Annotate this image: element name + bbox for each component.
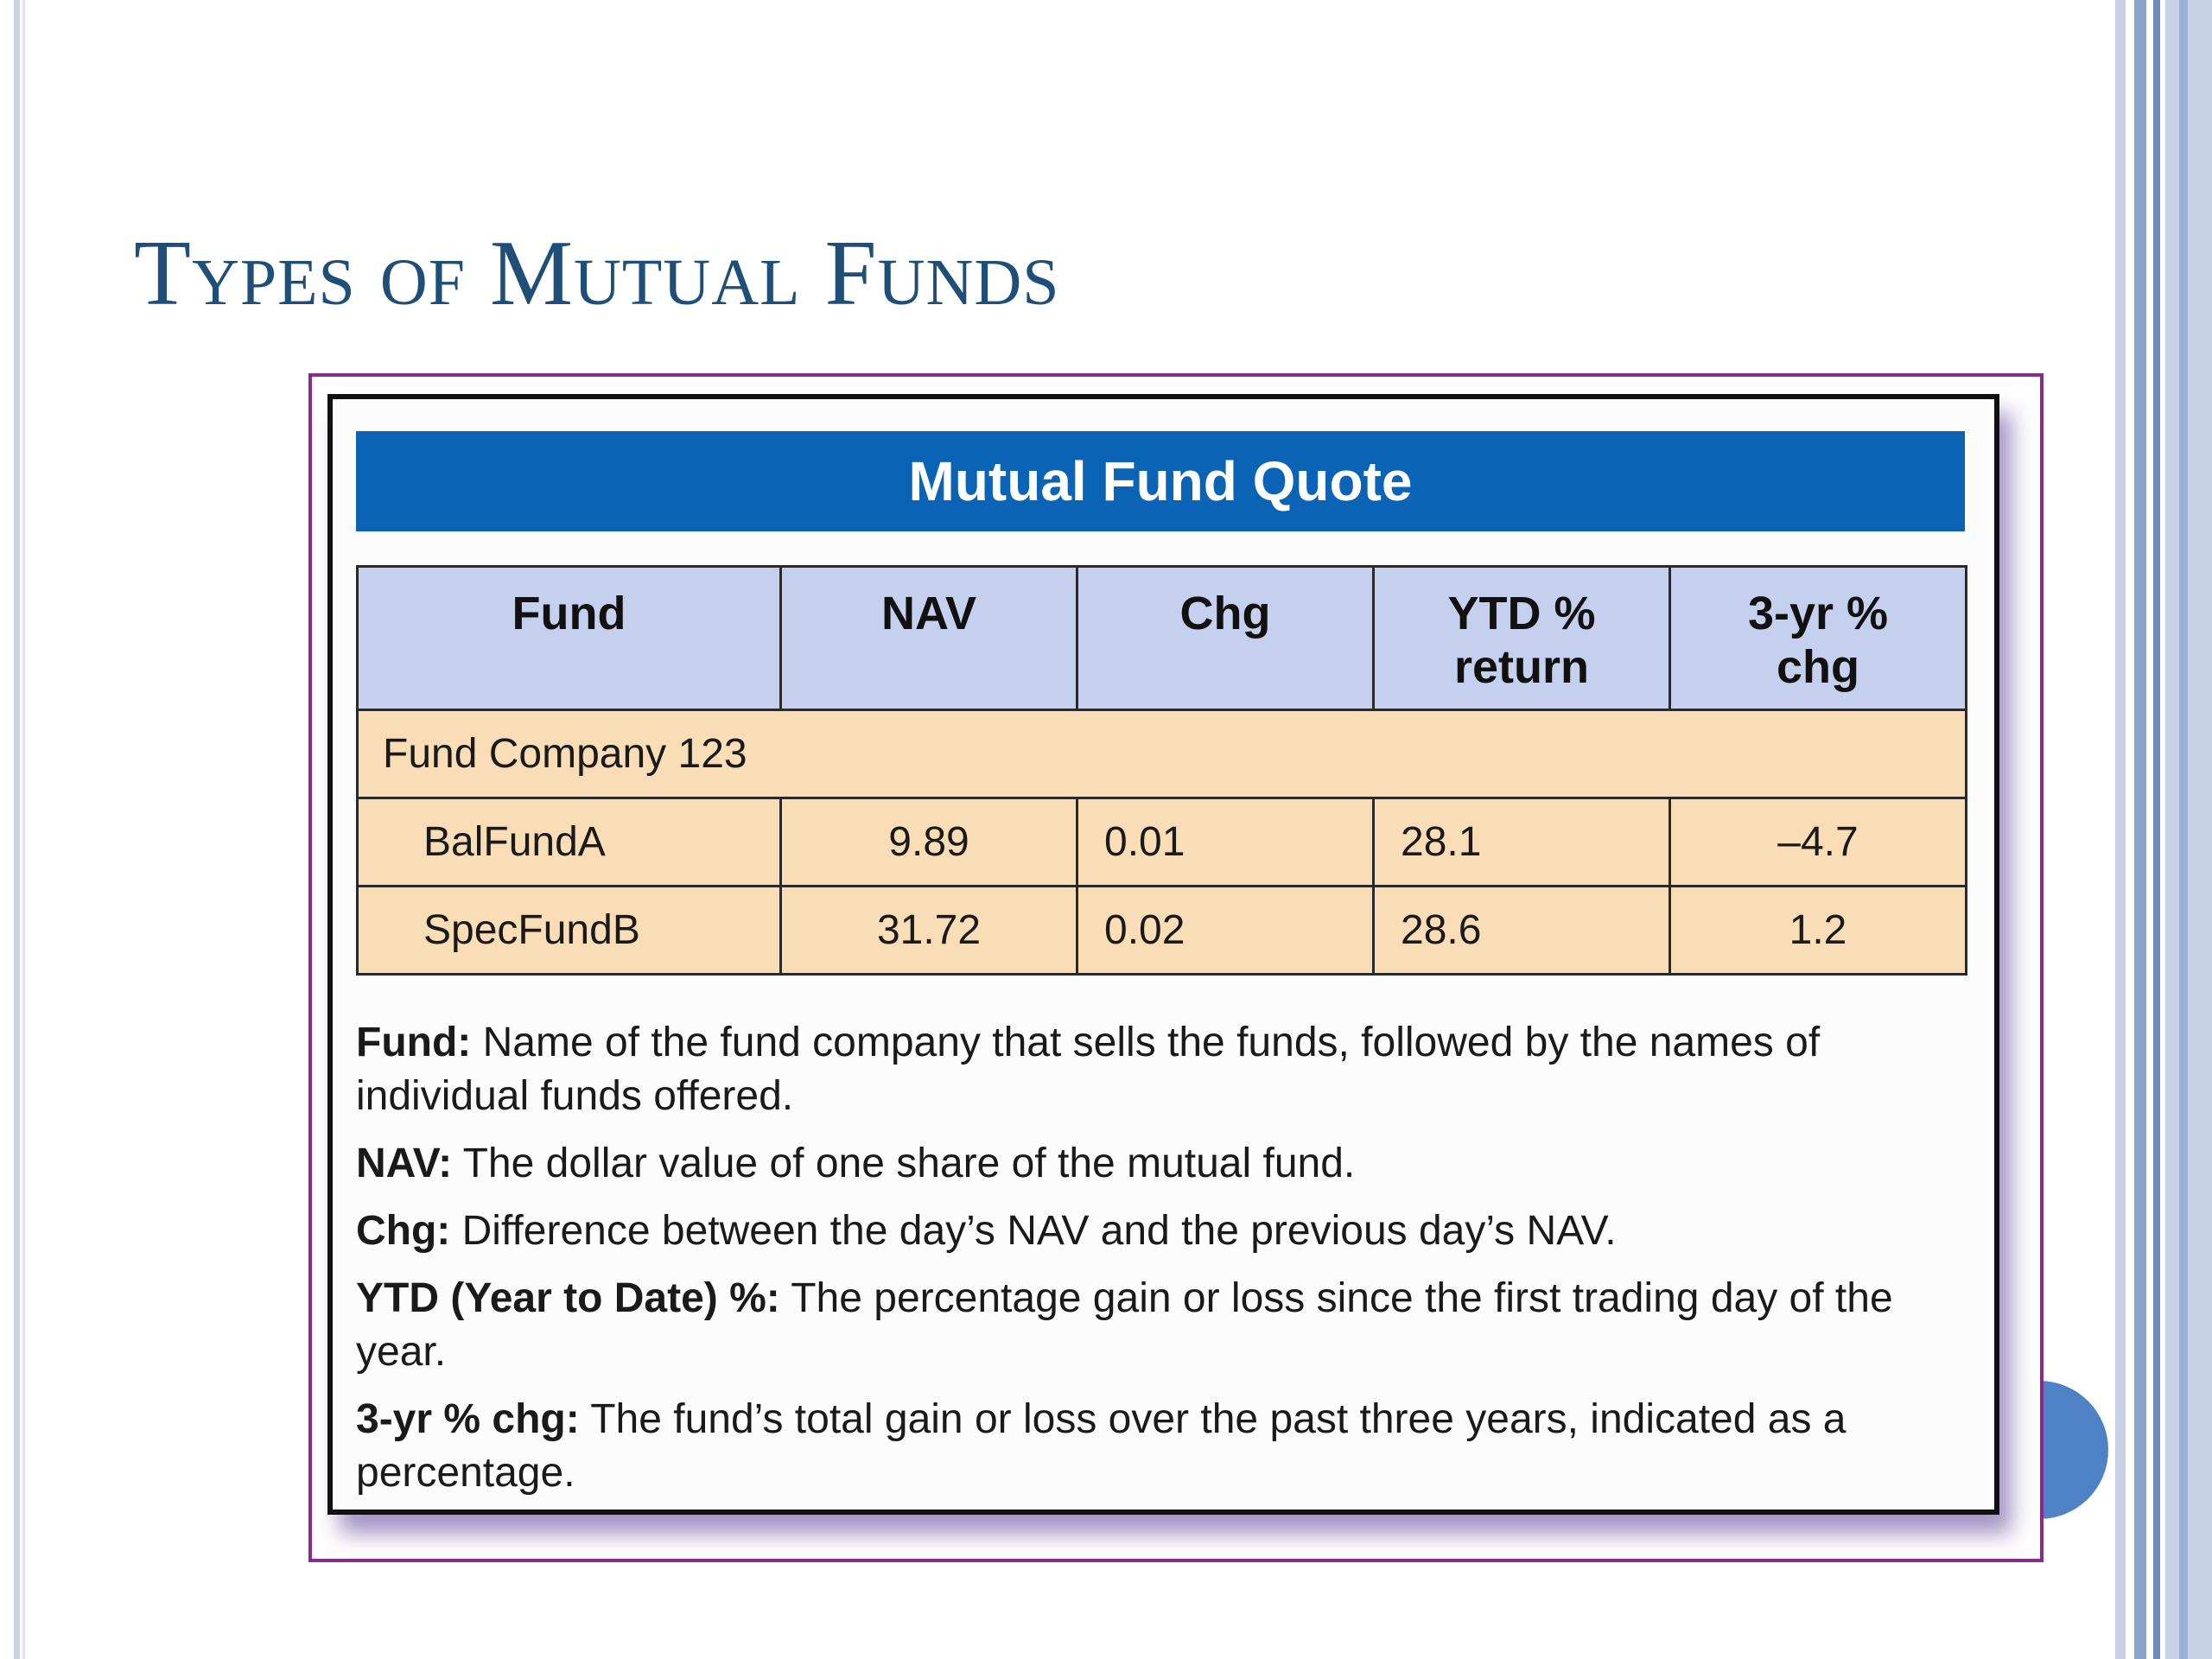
table-header-row	[358, 567, 1967, 710]
table-row	[358, 798, 1967, 887]
definition-3yr	[356, 1393, 1980, 1500]
header-fund: Fund	[358, 567, 781, 710]
slide-border-left	[14, 0, 20, 1659]
definition-text: The fund’s total gain or loss over the past three years, indicated as a percentage.	[356, 1396, 1847, 1496]
cell-fund: SpecFundB	[358, 887, 781, 975]
slide-border-left-inner	[22, 0, 25, 1659]
definition-term: YTD (Year to Date) %:	[356, 1275, 780, 1321]
slide-border-right	[2115, 0, 2126, 1659]
definition-text: Difference between the day’s NAV and the previous day’s NAV.	[450, 1208, 1617, 1254]
cell-nav: 9.89	[781, 798, 1077, 887]
figure-selection-frame[interactable]	[308, 373, 2044, 1562]
definition-text: The dollar value of one share of the mutual fund.	[452, 1141, 1356, 1186]
header-nav: NAV	[781, 567, 1077, 710]
company-row	[358, 710, 1967, 798]
definitions-list	[356, 1016, 1980, 1514]
cell-3yr: –4.7	[1670, 798, 1967, 887]
mutual-fund-quote-figure	[327, 394, 1999, 1515]
definition-term: Chg:	[356, 1208, 451, 1254]
quote-banner: Mutual Fund Quote	[356, 431, 1965, 531]
definition-ytd	[356, 1272, 1980, 1379]
slide-border-right-accent	[2179, 0, 2188, 1659]
definition-chg	[356, 1205, 1980, 1258]
cell-fund: BalFundA	[358, 798, 781, 887]
definition-text: The percentage gain or loss since the first trading day of the year.	[356, 1275, 1893, 1375]
cell-chg: 0.01	[1077, 798, 1374, 887]
quote-table	[356, 565, 1967, 976]
definition-term: 3-yr % chg:	[356, 1396, 580, 1442]
cell-nav: 31.72	[781, 887, 1077, 975]
slide-border-right-outer	[2165, 0, 2212, 1659]
definition-text: Name of the fund company that sells the funds, followed by the names of individual funds offered.	[356, 1020, 1821, 1119]
cell-ytd: 28.1	[1374, 798, 1670, 887]
cell-ytd: 28.6	[1374, 887, 1670, 975]
cell-3yr: 1.2	[1670, 887, 1967, 975]
definition-fund	[356, 1016, 1980, 1123]
definition-term: NAV:	[356, 1141, 453, 1186]
header-chg: Chg	[1077, 567, 1374, 710]
slide-title: Types of Mutual Funds	[134, 222, 1060, 325]
company-name: Fund Company 123	[358, 710, 1967, 798]
definition-term: Fund:	[356, 1020, 472, 1065]
cell-chg: 0.02	[1077, 887, 1374, 975]
definition-nav	[356, 1137, 1980, 1191]
slide-border-right-band	[2134, 0, 2146, 1659]
table-row	[358, 887, 1967, 975]
header-3yr: 3-yr % chg	[1670, 567, 1967, 710]
slide-border-right-band-dark	[2153, 0, 2160, 1659]
header-ytd: YTD % return	[1374, 567, 1670, 710]
